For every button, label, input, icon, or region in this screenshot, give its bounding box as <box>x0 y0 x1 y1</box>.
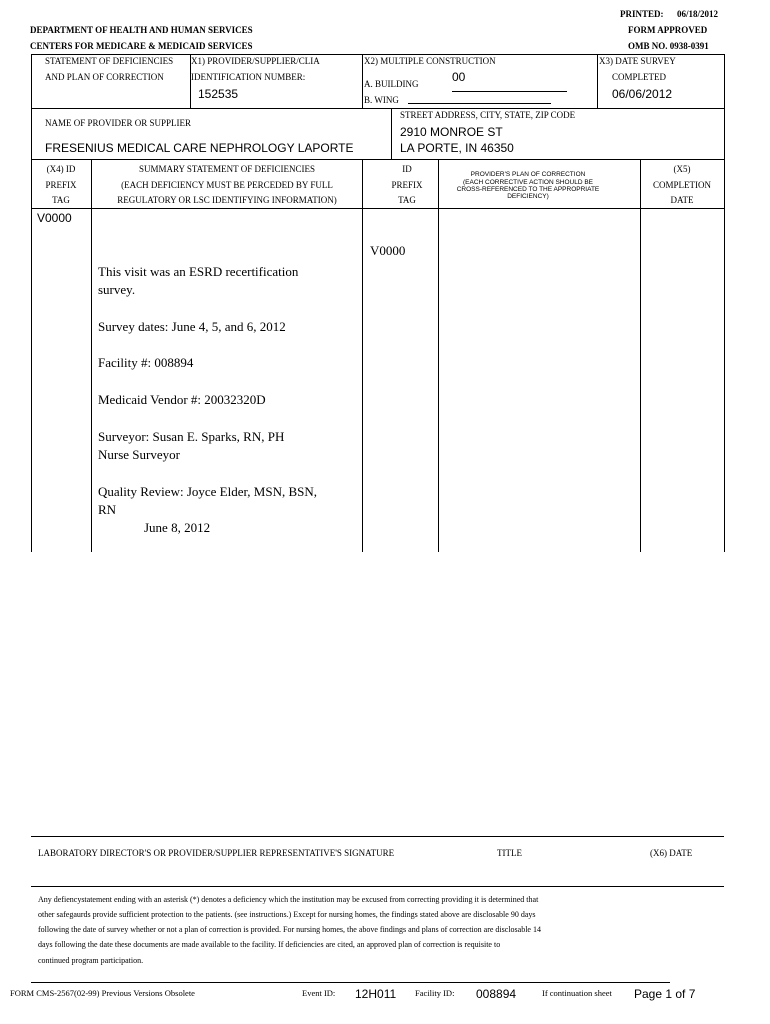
body-left-border <box>31 208 32 552</box>
id-tag-label: TAG <box>398 195 416 205</box>
plan-header-3: CROSS-REFERENCED TO THE APPROPRIATE <box>456 186 600 193</box>
x3-label-2: COMPLETED <box>612 72 666 82</box>
col-divider-plan <box>640 159 641 552</box>
summary-header-2: (EACH DEFICIENCY MUST BE PERCEDED BY FULL <box>121 180 333 190</box>
col-header-bottom-border <box>31 208 724 209</box>
provider-name-label: NAME OF PROVIDER OR SUPPLIER <box>45 118 192 128</box>
top-box-bottom-border <box>31 108 724 109</box>
footer-rule <box>31 982 670 983</box>
disclaimer-line: following the date of survey whether or not a plan of correction is provided. For nursing homes, the above findings and plans of correction are disclosable 14 <box>38 925 541 934</box>
provider-box-right-border <box>724 108 725 159</box>
disclaimer-line: days following the date these documents are made available to the facility. If deficiencies are cited, an approved plan of correction is requisite to <box>38 940 501 949</box>
x4-id-label: (X4) ID <box>46 164 76 174</box>
facility-id-label: Facility ID: <box>415 988 455 998</box>
address-line-1: 2910 MONROE ST <box>400 125 503 139</box>
centers-title: CENTERS FOR MEDICARE & MEDICAID SERVICES <box>30 41 253 51</box>
x2-divider <box>362 54 363 108</box>
quality-review-text: Quality Review: Joyce Elder, MSN, BSN, <box>98 484 318 499</box>
top-box-right-border <box>724 54 725 108</box>
disclaimer-line: Any defiencystatement ending with an asterisk (*) denotes a deficiency which the institution may be excused from correcting providing it is determined that <box>38 895 539 904</box>
top-border <box>31 54 724 55</box>
x3-label-1: X3) DATE SURVEY <box>599 56 676 66</box>
provider-name-value: FRESENIUS MEDICAL CARE NEPHROLOGY LAPORTE <box>45 141 354 155</box>
director-signature-label: LABORATORY DIRECTOR'S OR PROVIDER/SUPPLIER REPRESENTATIVE'S SIGNATURE <box>38 848 395 858</box>
x1-label-2: IDENTIFICATION NUMBER: <box>191 72 306 82</box>
event-id-label: Event ID: <box>302 988 336 998</box>
summary-header-3: REGULATORY OR LSC IDENTIFYING INFORMATION) <box>117 195 337 205</box>
x5-completion-label: COMPLETION <box>653 180 711 190</box>
page-number: Page 1 of 7 <box>634 987 696 1001</box>
plan-header-4: DEFICIENCY) <box>507 193 549 200</box>
building-label: A. BUILDING <box>364 79 419 89</box>
facility-number-text: Facility #: 008894 <box>98 355 194 370</box>
medicaid-vendor-text: Medicaid Vendor #: 20032320D <box>98 392 266 407</box>
col-divider-id <box>438 159 439 552</box>
facility-id-value: 008894 <box>476 987 517 1001</box>
title-label: TITLE <box>497 848 522 858</box>
plan-header-2: (EACH CORRECTIVE ACTION SHOULD BE <box>462 179 594 186</box>
quality-review-text: RN <box>98 502 117 517</box>
printed-label: PRINTED: <box>620 9 664 19</box>
wing-underline <box>408 103 551 104</box>
left-tag-value: V0000 <box>37 211 72 225</box>
provider-box-divider <box>391 108 392 159</box>
col-divider-tag <box>91 159 92 552</box>
id-label: ID <box>402 164 412 174</box>
x4-tag-label: TAG <box>52 195 70 205</box>
disclaimer-line: other safegaurds provide sufficient protection to the patients. (see instructions.) Except for nursing homes, the findings stated above are disclosable 90 days <box>38 910 536 919</box>
col-divider-summary <box>362 159 363 552</box>
review-date-text: June 8, 2012 <box>144 520 211 535</box>
body-right-border <box>724 208 725 552</box>
x3-divider <box>597 54 598 108</box>
department-title: DEPARTMENT OF HEALTH AND HUMAN SERVICES <box>30 25 253 35</box>
multiple-construction-value: 00 <box>452 70 466 84</box>
signature-bottom-border <box>31 886 724 887</box>
printed-date: 06/18/2012 <box>677 9 719 19</box>
summary-header-1: SUMMARY STATEMENT OF DEFICIENCIES <box>138 164 316 174</box>
col-header-right-border <box>724 159 725 208</box>
signature-top-border <box>31 836 724 837</box>
x4-prefix-label: PREFIX <box>45 180 77 190</box>
x2-label: X2) MULTIPLE CONSTRUCTION <box>364 56 496 66</box>
address-line-2: LA PORTE, IN 46350 <box>400 141 514 155</box>
form-number-label: FORM CMS-2567(02-99) Previous Versions Obsolete <box>10 988 195 998</box>
provider-box-left-border <box>31 108 32 159</box>
x6-date-label: (X6) DATE <box>650 848 693 858</box>
top-box-left-border <box>31 54 32 108</box>
building-underline <box>452 91 567 92</box>
right-tag-value: V0000 <box>370 243 406 258</box>
provider-box-bottom-border <box>31 159 724 160</box>
id-prefix-label: PREFIX <box>391 180 423 190</box>
survey-date-value: 06/06/2012 <box>612 87 673 101</box>
provider-id-value: 152535 <box>198 87 239 101</box>
summary-text-line: This visit was an ESRD recertification <box>98 264 299 279</box>
survey-dates-text: Survey dates: June 4, 5, and 6, 2012 <box>98 319 286 334</box>
x5-label: (X5) <box>673 164 691 174</box>
address-label: STREET ADDRESS, CITY, STATE, ZIP CODE <box>400 110 576 120</box>
form-approved: FORM APPROVED <box>628 25 708 35</box>
event-id-value: 12H011 <box>355 987 397 1001</box>
continuation-sheet-label: If continuation sheet <box>542 988 612 998</box>
statement-label-2: AND PLAN OF CORRECTION <box>45 72 164 82</box>
surveyor-text: Surveyor: Susan E. Sparks, RN, PH <box>98 429 285 444</box>
surveyor-title-text: Nurse Surveyor <box>98 447 180 462</box>
wing-label: B. WING <box>364 95 399 105</box>
disclaimer-line: continued program participation. <box>38 956 144 965</box>
plan-header-1: PROVIDER'S PLAN OF CORRECTION <box>470 171 586 178</box>
summary-text-line: survey. <box>98 282 136 297</box>
x1-label-1: X1) PROVIDER/SUPPLIER/CLIA <box>191 56 320 66</box>
statement-label-1: STATEMENT OF DEFICIENCIES <box>45 56 174 66</box>
x5-date-label: DATE <box>670 195 694 205</box>
omb-number: OMB NO. 0938-0391 <box>628 41 709 51</box>
